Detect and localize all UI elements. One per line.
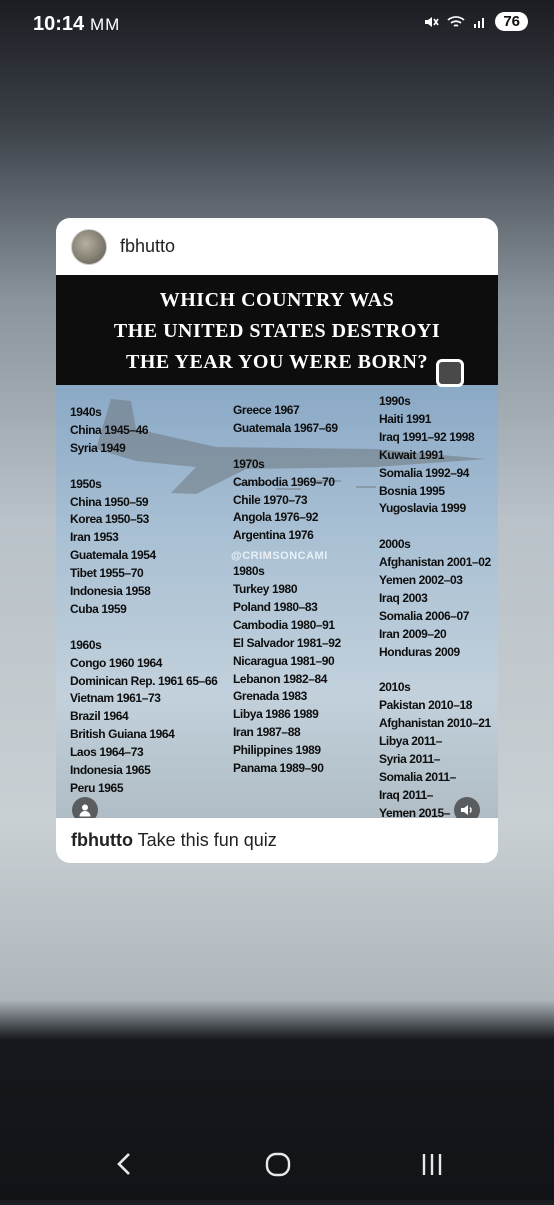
- battery-indicator: 76: [495, 12, 528, 31]
- decades-column-2: [233, 402, 341, 778]
- speaker-icon: [460, 803, 474, 817]
- entry: 2010s: [379, 680, 411, 695]
- entry: 2000s: [379, 537, 411, 552]
- status-time: 10:14: [33, 13, 85, 35]
- post-username[interactable]: fbhutto: [120, 236, 176, 256]
- entry: Iraq 2003: [379, 590, 428, 605]
- entry: 1940s: [70, 405, 102, 419]
- entry: Congo 1960 1964: [70, 655, 163, 670]
- entry: Dominican Rep. 1961 65–66: [70, 673, 218, 688]
- entry: Iraq 2011–: [379, 787, 434, 802]
- entry: Afghanistan 2001–02: [379, 555, 491, 570]
- entry: Afghanistan 2010–21: [379, 716, 491, 731]
- image-title-line: THE UNITED STATES DESTROYI: [113, 320, 441, 342]
- post-caption: [71, 830, 277, 851]
- entry: Libya 1986 1989: [233, 707, 319, 722]
- entry: Cuba 1959: [70, 601, 127, 616]
- recent-apps-icon: [402, 1130, 462, 1200]
- entry: Kuwait 1991: [379, 447, 444, 462]
- sound-toggle-button[interactable]: [454, 797, 480, 818]
- entry: Syria 2011–: [379, 752, 440, 767]
- decades-column-3: [379, 393, 491, 818]
- entry: Korea 1950–53: [70, 512, 149, 527]
- home-icon: [248, 1130, 308, 1200]
- entry: Philippines 1989: [233, 743, 321, 758]
- entry: British Guiana 1964: [70, 727, 175, 742]
- gmail-notification-icons: MM: [90, 15, 121, 34]
- entry: China 1945–46: [70, 422, 149, 437]
- entry: Tibet 1955–70: [70, 566, 144, 581]
- entry: Greece 1967: [233, 403, 300, 417]
- entry: Peru 1965: [70, 781, 124, 795]
- entry: Libya 2011–: [379, 734, 442, 749]
- entry: 1970s: [233, 456, 265, 471]
- entry: El Salvador 1981–92: [233, 635, 341, 650]
- crop-icon[interactable]: [436, 359, 464, 387]
- home-button[interactable]: [248, 1130, 308, 1200]
- entry: 1960s: [70, 637, 102, 652]
- back-icon: [93, 1130, 153, 1200]
- image-title-line: THE YEAR YOU WERE BORN?: [126, 351, 428, 373]
- entry: China 1950–59: [70, 494, 149, 509]
- avatar[interactable]: [71, 229, 107, 265]
- entry: Panama 1989–90: [233, 761, 324, 776]
- entry: Angola 1976–92: [233, 510, 319, 525]
- system-icons: [423, 12, 528, 31]
- mute-icon: [423, 14, 439, 30]
- wifi-icon: [447, 15, 465, 29]
- entry: Yemen 2002–03: [379, 573, 463, 588]
- decades-column-1: [70, 404, 217, 798]
- entry: Laos 1964–73: [70, 745, 144, 760]
- entry: Brazil 1964: [70, 709, 129, 724]
- entry: Iran 1987–88: [233, 725, 301, 740]
- image-title-line: WHICH COUNTRY WAS: [159, 289, 395, 311]
- entry: Indonesia 1958: [70, 584, 151, 599]
- signal-icon: [473, 15, 487, 29]
- caption-username[interactable]: fbhutto: [71, 830, 133, 850]
- entry: Chile 1970–73: [233, 492, 308, 507]
- entry: Bosnia 1995: [379, 483, 445, 498]
- entry: Iran 1953: [70, 530, 119, 545]
- entry: Cambodia 1969–70: [233, 474, 335, 489]
- tagged-users-button[interactable]: [72, 797, 98, 818]
- post-header: [56, 218, 498, 276]
- entry: Lebanon 1982–84: [233, 671, 328, 686]
- entry: Nicaragua 1981–90: [233, 653, 335, 668]
- entry: Turkey 1980: [233, 582, 298, 597]
- entry: Pakistan 2010–18: [379, 698, 473, 713]
- entry: Honduras 2009: [379, 644, 460, 659]
- system-nav-bar: [0, 1130, 554, 1200]
- entry: Somalia 2006–07: [379, 608, 470, 623]
- entry: Iran 2009–20: [379, 626, 447, 641]
- entry: Yugoslavia 1999: [379, 501, 466, 516]
- entry: Indonesia 1965: [70, 763, 151, 778]
- post-image[interactable]: [56, 275, 498, 818]
- post-card[interactable]: [56, 218, 498, 863]
- entry: 1950s: [70, 476, 102, 491]
- image-watermark: @CRIMSONCAMI: [231, 550, 328, 562]
- status-bar: [0, 0, 554, 50]
- entry: Cambodia 1980–91: [233, 617, 335, 632]
- entry: Poland 1980–83: [233, 599, 318, 614]
- person-icon: [78, 803, 92, 817]
- entry: Yemen 2015–: [379, 805, 450, 818]
- recent-apps-button[interactable]: [402, 1130, 462, 1200]
- caption-text: Take this fun quiz: [137, 830, 277, 850]
- entry: Somalia 1992–94: [379, 465, 470, 480]
- entry: Haiti 1991: [379, 411, 432, 426]
- entry: Guatemala 1954: [70, 548, 156, 563]
- entry: Grenada 1983: [233, 689, 307, 704]
- entry: Syria 1949: [70, 440, 126, 455]
- entry: Guatemala 1967–69: [233, 420, 338, 435]
- entry: Argentina 1976: [233, 528, 314, 543]
- back-button[interactable]: [93, 1130, 153, 1200]
- image-title: [56, 275, 498, 385]
- entry: Somalia 2011–: [379, 770, 456, 784]
- entry: Vietnam 1961–73: [70, 691, 161, 706]
- entry: Iraq 1991–92 1998: [379, 429, 475, 444]
- entry: 1990s: [379, 394, 411, 408]
- entry: 1980s: [233, 564, 265, 579]
